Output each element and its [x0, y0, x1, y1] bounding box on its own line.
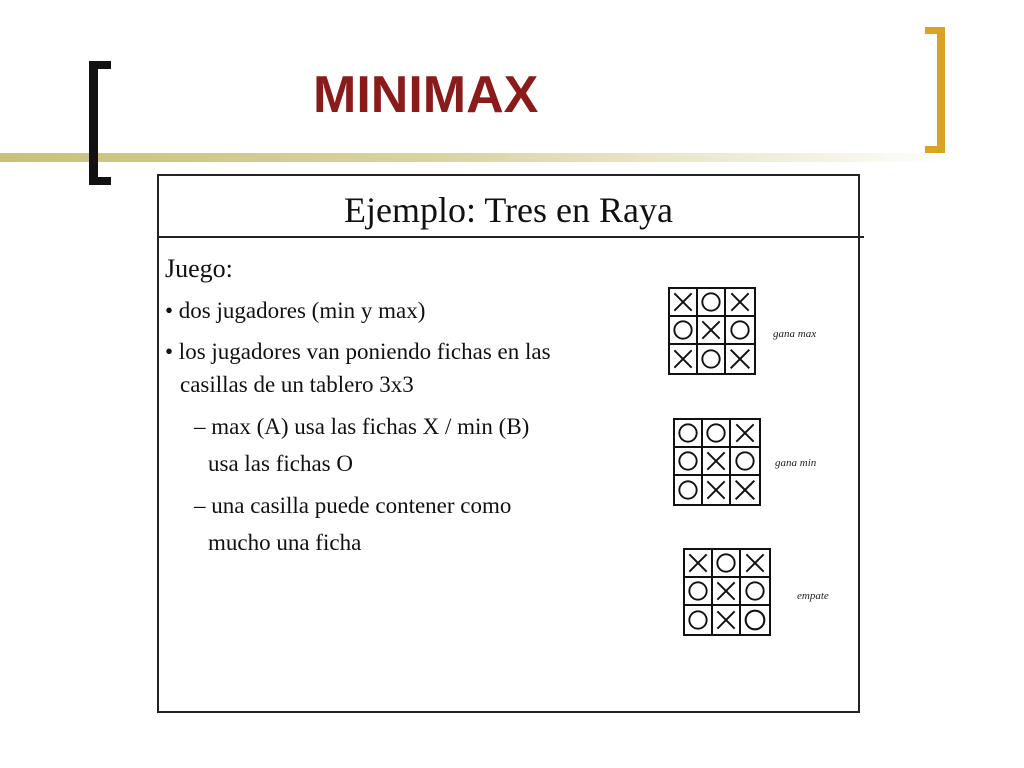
board-cell: [703, 476, 731, 504]
o-mark-icon: [726, 317, 754, 343]
o-mark-icon: [685, 578, 711, 604]
board-cell: [685, 550, 713, 578]
x-mark-icon: [670, 289, 696, 315]
board-cell: [675, 476, 703, 504]
x-mark-icon: [726, 345, 754, 373]
board-min-wins: [673, 418, 761, 506]
left-bracket-decoration: [89, 61, 111, 185]
board-label-draw: empate: [797, 590, 829, 602]
x-mark-icon: [731, 476, 759, 504]
sub-bullet-cell-limit: – una casilla puede contener como: [194, 493, 512, 518]
o-mark-icon: [713, 550, 739, 576]
sub-bullet-pieces-cont: usa las fichas O: [208, 451, 353, 476]
x-mark-icon: [698, 317, 724, 343]
x-mark-icon: [703, 476, 729, 504]
o-mark-icon: [703, 420, 729, 446]
board-cell: [741, 578, 769, 606]
board-max-wins: [668, 287, 756, 375]
o-mark-icon: [675, 476, 701, 504]
o-mark-icon: [685, 606, 711, 634]
board-cell: [698, 345, 726, 373]
o-mark-icon: [741, 578, 769, 604]
bullet-placing: • los jugadores van poniendo fichas en las: [165, 339, 551, 364]
board-cell: [741, 550, 769, 578]
decorative-line: [0, 153, 950, 162]
title-divider: [159, 236, 864, 238]
o-mark-icon: [698, 345, 724, 373]
o-mark-icon: [670, 317, 696, 343]
x-mark-icon: [741, 550, 769, 576]
board-cell: [703, 420, 731, 448]
board-cell: [731, 420, 759, 448]
x-mark-icon: [670, 345, 696, 373]
board-cell: [726, 345, 754, 373]
board-cell: [731, 476, 759, 504]
board-cell: [731, 448, 759, 476]
x-mark-icon: [713, 606, 739, 634]
o-mark-icon: [731, 448, 759, 474]
bullet-placing-cont: casillas de un tablero 3x3: [180, 372, 414, 397]
game-heading: Juego:: [165, 254, 233, 283]
board-cell: [726, 289, 754, 317]
board-cell: [713, 578, 741, 606]
right-bracket-decoration: [925, 27, 945, 153]
board-cell: [741, 606, 769, 634]
board-cell: [713, 606, 741, 634]
example-title: Ejemplo: Tres en Raya: [344, 190, 673, 230]
x-mark-icon: [685, 550, 711, 576]
x-mark-icon: [703, 448, 729, 474]
board-label-min-wins: gana min: [775, 457, 817, 469]
board-label-max-wins: gana max: [773, 328, 817, 340]
board-cell: [703, 448, 731, 476]
board-cell: [675, 448, 703, 476]
board-cell: [670, 289, 698, 317]
sub-bullet-cell-limit-cont: mucho una ficha: [208, 530, 362, 555]
board-draw: [683, 548, 771, 636]
o-mark-icon: [675, 448, 701, 474]
board-cell: [698, 289, 726, 317]
slide-title: MINIMAX: [313, 66, 539, 124]
o-mark-icon: [675, 420, 701, 446]
x-mark-icon: [713, 578, 739, 604]
board-cell: [685, 606, 713, 634]
bullet-players: • dos jugadores (min y max): [165, 298, 426, 323]
board-cell: [698, 317, 726, 345]
board-cell: [670, 345, 698, 373]
x-mark-icon: [731, 420, 759, 446]
board-cell: [726, 317, 754, 345]
board-cell: [685, 578, 713, 606]
board-cell: [713, 550, 741, 578]
o-mark-icon: [741, 606, 769, 634]
sub-bullet-pieces: – max (A) usa las fichas X / min (B): [194, 414, 530, 439]
o-mark-icon: [698, 289, 724, 315]
x-mark-icon: [726, 289, 754, 315]
board-cell: [675, 420, 703, 448]
board-cell: [670, 317, 698, 345]
